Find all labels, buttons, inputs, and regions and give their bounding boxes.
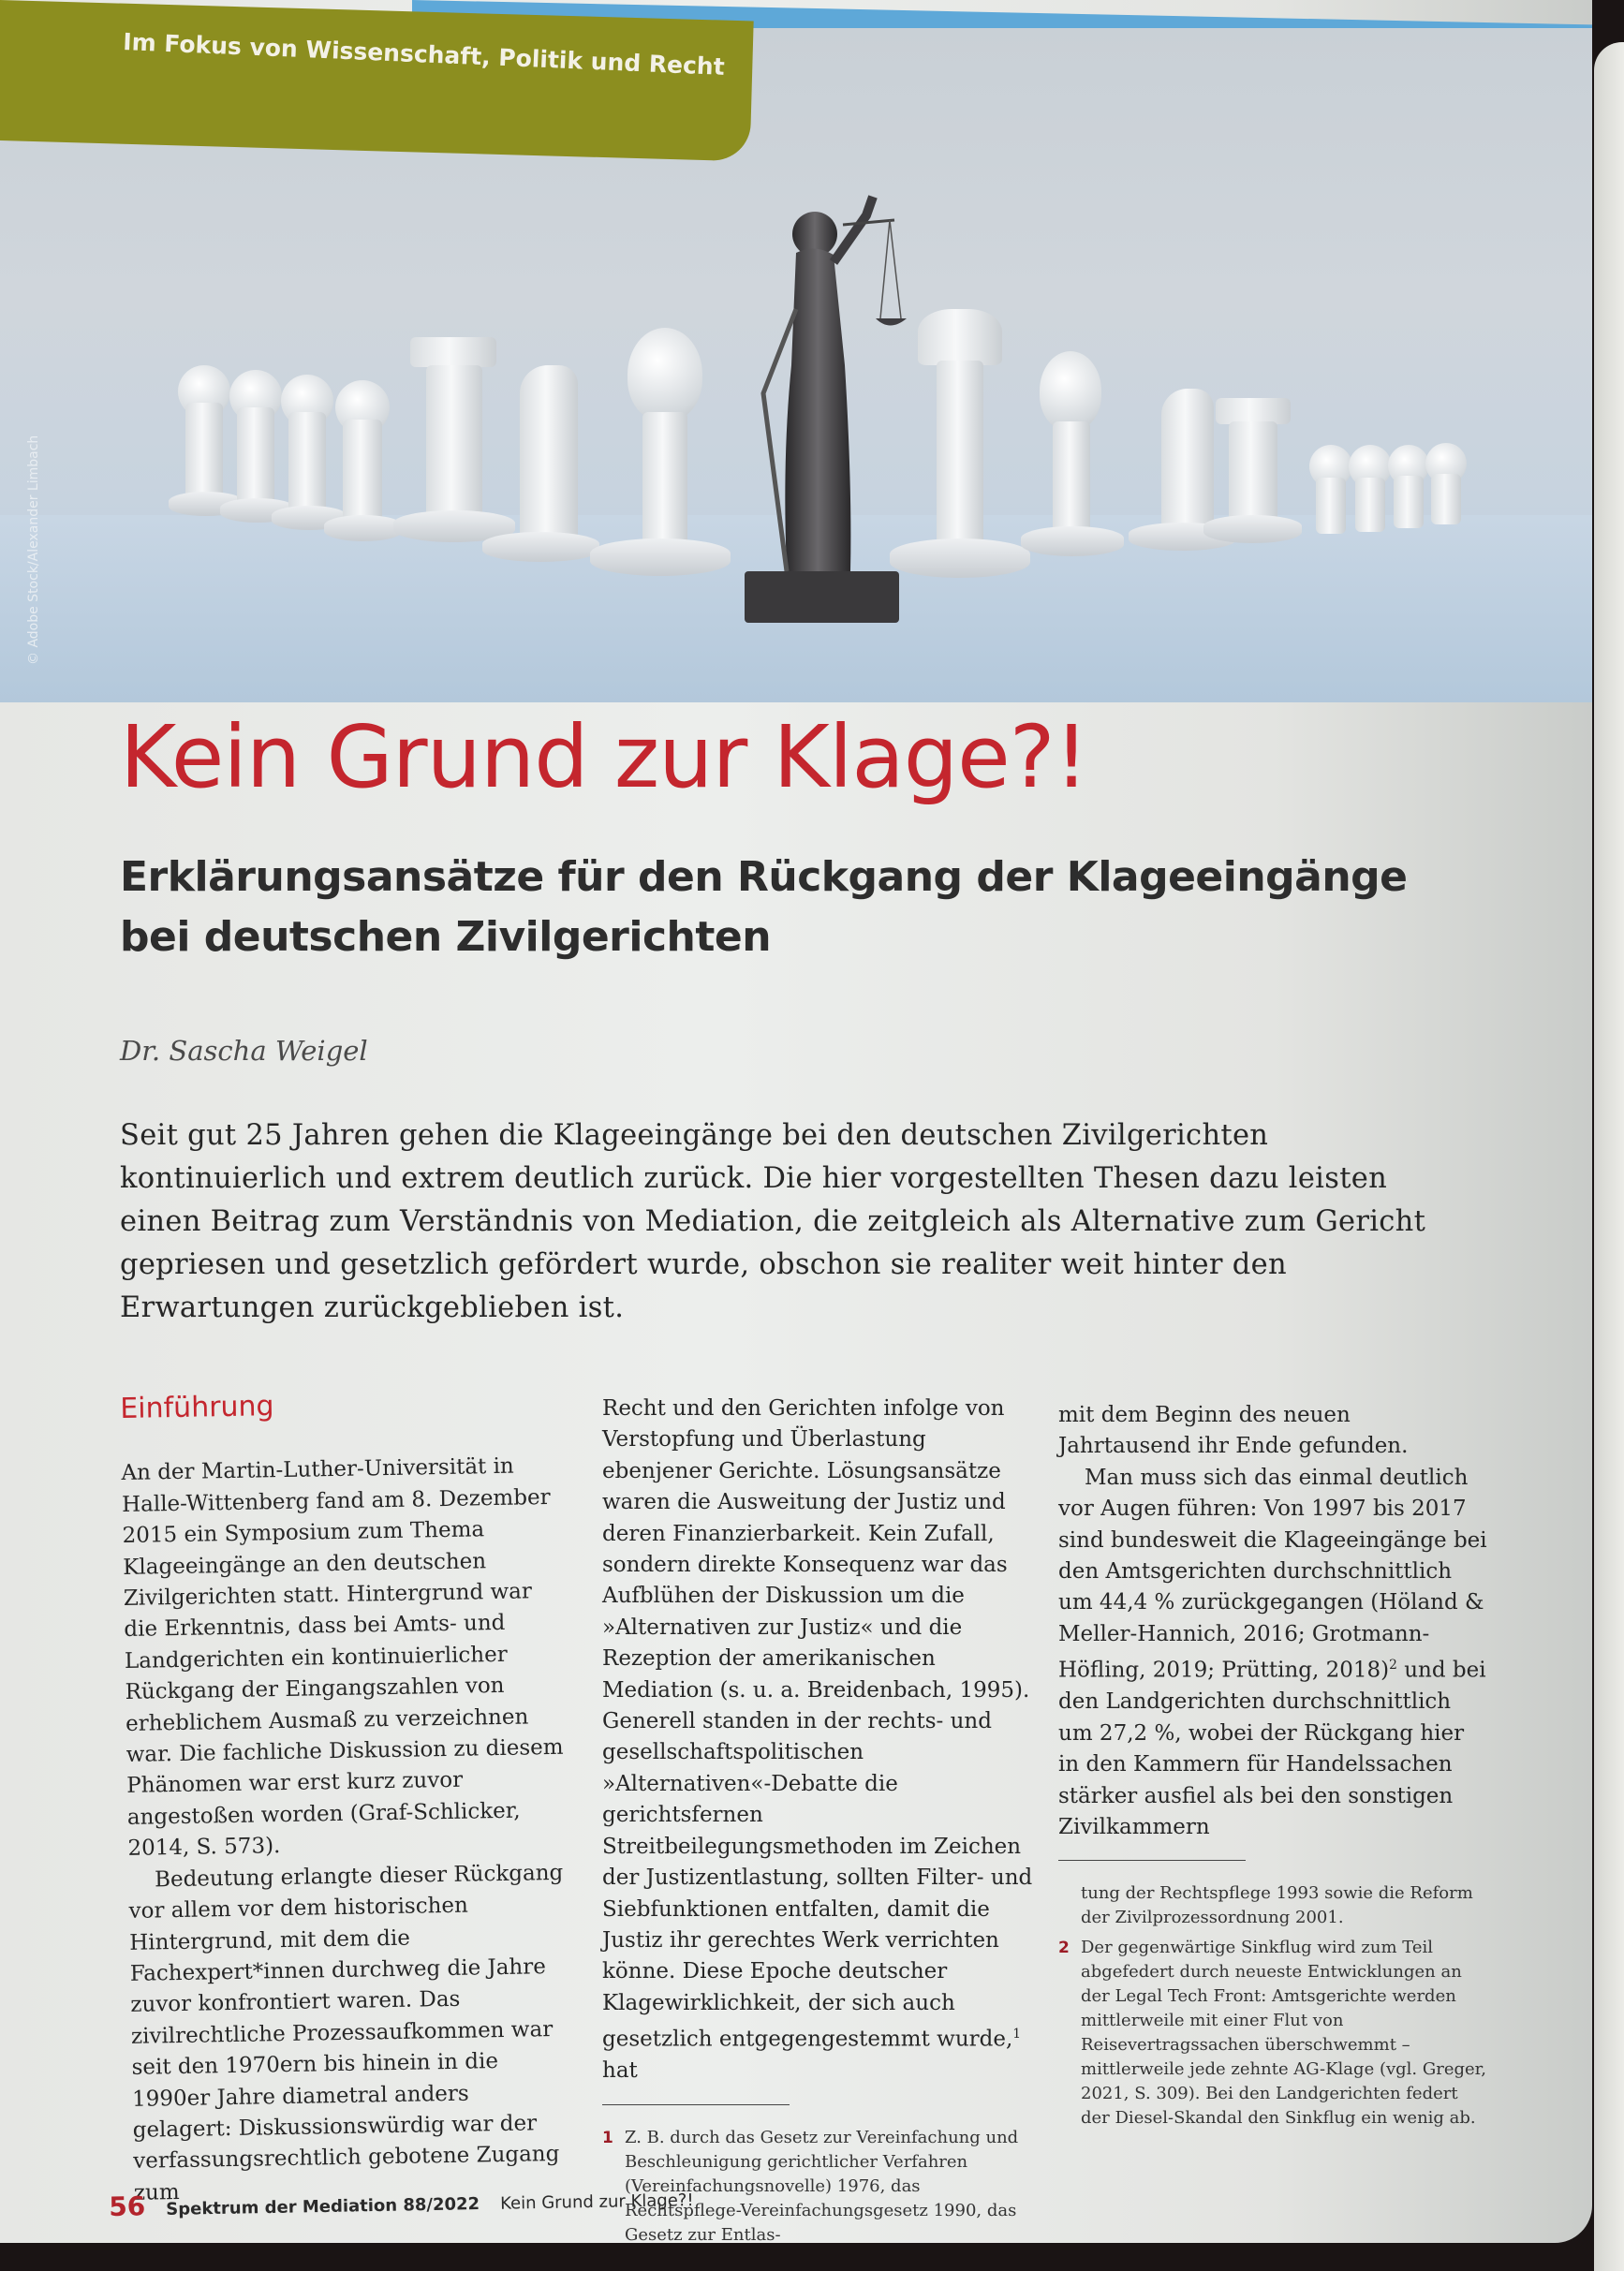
body-text: und bei den Landgerichten durchschnittlich um 27,2 %, wobei der Rückgang hier in den Kammern für Handelssachen stärker ausfiel als bei den sonstigen Zivilkammern — [1058, 1658, 1486, 1839]
section-heading: Einführung — [119, 1390, 274, 1425]
footnote-text: Z. B. durch das Gesetz zur Vereinfachung und Beschleunigung gerichtlicher Verfahren (Vereinfachungsnovelle) 1976, das Rechtspflege-Vereinfachungsgesetz 1990, das Gesetz zur Entlas- — [625, 2127, 1019, 2243]
footnote-text: tung der Rechtspflege 1993 sowie die Reform der Zivilprozessordnung 2001. — [1081, 1883, 1473, 1928]
running-title: Kein Grund zur Klage?! — [499, 2190, 694, 2214]
body-paragraph: Bedeutung erlangte dieser Rückgang vor allem vor dem historischen Hintergrund, mit dem die Fachexpert*innen durchweg die Jahre zuvor konfrontiert waren. Das zivilrechtliche Prozessaufkommen war seit den 1970ern bis hinein in die 1990er Jahre diametral anders gelagert: Diskussionswürdig war der verfassungsrechtlich gebotene Zugang zum — [128, 1860, 564, 2205]
body-text: Recht und den Gerichten infolge von Verstopfung und Überlastung ebenjener Gerichte. Lösungsansätze waren die Ausweitung der Justiz und deren Finanzierbarkeit. Kein Zufall, sondern direkte Konsequenz war das Aufblühen der Diskussion um die »Alternativen zur Justiz« und die Rezeption der amerikanischen Mediation (s. u. a. Breidenbach, 1995). Generell standen in der rechts- und gesellschaftspolitischen »Alternativen«-Debatte die gerichtsfernen Streitbeilegungsmethoden im Zeichen der Justizentlastung, sollten Filter- und Siebfunktionen entfalten, damit die Justiz ihr gerechtes Werk verrichten könne. Diese Epoche deutscher Klagewirklichkeit, der sich auch gesetzlich entgegengestemmt wurde, — [602, 1396, 1033, 2052]
footnote-divider — [602, 2104, 790, 2105]
footnote-divider — [1058, 1860, 1246, 1861]
footnote-ref[interactable]: 1 — [1012, 2027, 1022, 2042]
column-2 — [602, 1394, 1033, 2243]
footnote-number — [1058, 1881, 1081, 1930]
body-text: hat — [602, 2058, 638, 2084]
article-subtitle: Erklärungsansätze für den Rückgang der Klageeingänge bei deutschen Zivilgerichten — [120, 853, 1408, 961]
body-paragraph — [602, 1394, 1033, 2087]
article-title: Kein Grund zur Klage?! — [120, 707, 1088, 807]
footnote-number: 2 — [1058, 1939, 1070, 1958]
image-credit: © Adobe Stock/Alexander Limbach — [26, 435, 41, 665]
footnote-text: Der gegenwärtige Sinkflug wird zum Teil abgefedert durch neueste Entwicklungen an der Legal Tech Front: Amtsgerichte werden mittlerweile mit einer Flut von Reisevertragssachen überschwemmt – mittlerweile jede zehnte AG-Klage (vgl. Greger, 2021, S. 309). Bei den Landgerichten federt der Diesel-Skandal den Sinkflug ein wenig ab. — [1081, 1938, 1487, 2129]
author-byline: Dr. Sascha Weigel — [120, 1035, 368, 1067]
body-paragraph — [1058, 1463, 1489, 1844]
next-page-edge — [1594, 42, 1624, 2271]
footnote-2 — [1058, 1936, 1489, 2131]
lead-paragraph: Seit gut 25 Jahren gehen die Klageeingänge bei den deutschen Zivilgerichten kontinuierlich und extrem deutlich zurück. Die hier vorgestellten Thesen dazu leisten einen Beitrag zum Verständnis von Mediation, die zeitgleich als Alternative zum Gericht gepriesen und gesetzlich gefördert wurde, obschon sie realiter weit hinter den Erwartungen zurückgeblieben ist. — [120, 1119, 1426, 1324]
body-paragraph: mit dem Beginn des neuen Jahrtausend ihr Ende gefunden. — [1058, 1403, 1409, 1459]
column-3 — [1058, 1400, 1489, 2131]
body-paragraph: An der Martin-Luther-Universität in Halle-Wittenberg fand am 8. Dezember 2015 ein Symposium zum Thema Klageeingänge an den deutschen Zivilgerichten statt. Hintergrund war die Erkenntnis, dass bei Amts- und Landgerichten ein kontinuierlicher Rückgang der Eingangszahlen von erheblichem Ausmaß zu verzeichnen war. Die fachliche Diskussion zu diesem Phänomen war erst kurz zuvor angestoßen worden (Graf-Schlicker, 2014, S. 573). — [121, 1454, 564, 1862]
section-banner-label: Im Fokus von Wissenschaft, Politik und Recht — [122, 28, 726, 81]
page-number: 56 — [109, 2190, 146, 2222]
footnote-ref[interactable]: 2 — [1389, 1658, 1397, 1674]
column-1 — [120, 1386, 574, 2209]
body-text: Man muss sich das einmal deutlich vor Augen führen: Von 1997 bis 2017 sind bundesweit die Klageeingänge bei den Amtsgerichten durchschnittlich um 44,4 % zurückgegangen (Höland & Meller-Hannich, 2016; Grotmann-Höfling, 2019; Prütting, 2018) — [1058, 1465, 1487, 1683]
footnote-number: 1 — [602, 2128, 613, 2147]
footnote-1-continued — [1058, 1881, 1489, 1930]
journal-name: Spektrum der Mediation 88/2022 — [166, 2194, 480, 2219]
